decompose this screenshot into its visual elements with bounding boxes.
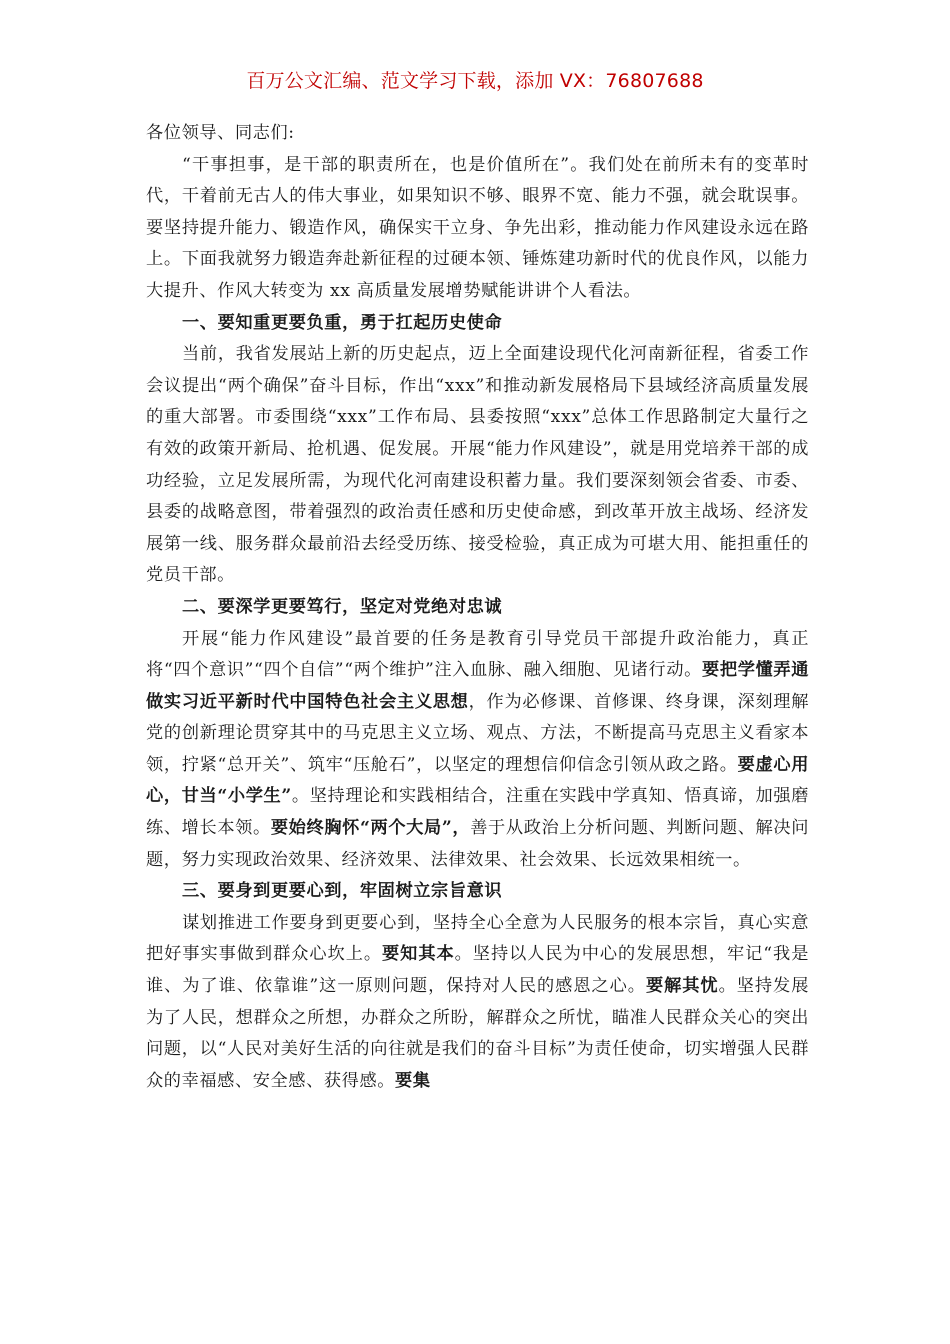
intro-paragraph: “干事担事，是干部的职责所在，也是价值所在”。我们处在前所未有的变革时代，干着前无古人的伟大事业，如果知识不够、眼界不宽、能力不强，就会耽误事。要坚持提升能力、锻造作风，确保实干立身、争先出彩，推动能力作风建设永远在路上。下面我就努力锻造奔赴新征程的过硬本领、锤炼建功新时代的优良作风，以能力大提升、作风大转变为 xx 高质量发展增势赋能讲讲个人看法。 — [146, 154, 809, 301]
salutation: 各位领导、同志们: — [146, 123, 295, 143]
section-1-heading: 一、要知重更要负重，勇于扛起历史使命 — [182, 312, 503, 333]
text-run: 。坚持以人民为中心的发展思想，牢记“我是谁、为了谁、依靠谁”这一原则问题，保持对人民的感恩之心。 — [146, 944, 809, 997]
section-2-heading: 二、要深学更要笃行，坚定对党绝对忠诚 — [182, 596, 503, 617]
header-banner: 百万公文汇编、范文学习下载，添加 VX：76807688 — [246, 70, 704, 92]
text-run: 开展“能力作风建设”最首要的任务是教育引导党员干部提升政治能力，真正将“四个意识”“四个自信”“两个维护”注入血脉、融入细胞、见诸行动。 — [146, 628, 809, 681]
text-run: 善于从政治上分析问题、判断问题、解决问题，努力实现政治效果、经济效果、法律效果、社会效果、长远效果相统一。 — [146, 818, 809, 870]
text-run: ，作为必修课、首修课、终身课，深刻理解党的创新理论贯穿其中的马克思主义立场、观点、方法，不断提高马克思主义看家本领，拧紧“总开关”、筑牢“压舱石”，以坚定的理想信仰信念引领从政之路。 — [146, 691, 809, 775]
emphasis-run: 要始终胸怀“两个大局”， — [270, 818, 471, 839]
section-1-paragraph: 当前，我省发展站上新的历史起点，迈上全面建设现代化河南新征程，省委工作会议提出“两个确保”奋斗目标，作出“xxx”和推动新发展格局下县域经济高质量发展的重大部署。市委围绕“xxx”工作布局、县委按照“xxx”总体工作思路制定大量行之有效的政策开新局、抢机遇、促发展。开展“能力作风建设”，就是用党培养干部的成功经验，立足发展所需，为现代化河南建设积蓄力量。我们要深刻领会省委、市委、县委的战略意图，带着强烈的政治责任感和历史使命感，到改革开放主战场、经济发展第一线、服务群众最前沿去经受历练、接受检验，真正成为可堪大用、能担重任的党员干部。 — [146, 344, 809, 586]
text-run: 谋划推进工作要身到更要心到，坚持全心全意为人民服务的根本宗旨，真心实意把好事实事做到群众心坎上。 — [146, 912, 809, 965]
document-body — [146, 118, 809, 1097]
section-2-paragraph — [146, 624, 809, 877]
section-3-paragraph — [146, 908, 809, 1098]
emphasis-run: 要虚心用心，甘当“小学生” — [146, 754, 810, 807]
text-run: 。坚持发展为了人民，想群众之所想，办群众之所盼，解群众之所忧，瞄准人民群众关心的突出问题，以“人民对美好生活的向往就是我们的奋斗目标”为责任使命，切实增强人民群众的幸福感、安全感、获得感。 — [146, 976, 809, 1091]
emphasis-run: 要集 — [395, 1070, 431, 1091]
emphasis-run: 要知其本 — [382, 944, 455, 965]
emphasis-run: 要解其忧 — [645, 976, 719, 997]
emphasis-run: 要把学懂弄通做实习近平新时代中国特色社会主义思想 — [146, 660, 809, 712]
section-3-heading: 三、要身到更要心到，牢固树立宗旨意识 — [182, 881, 503, 902]
text-run: 。坚持理论和实践相结合，注重在实践中学真知、悟真谛，加强磨练、增长本领。 — [146, 786, 809, 839]
